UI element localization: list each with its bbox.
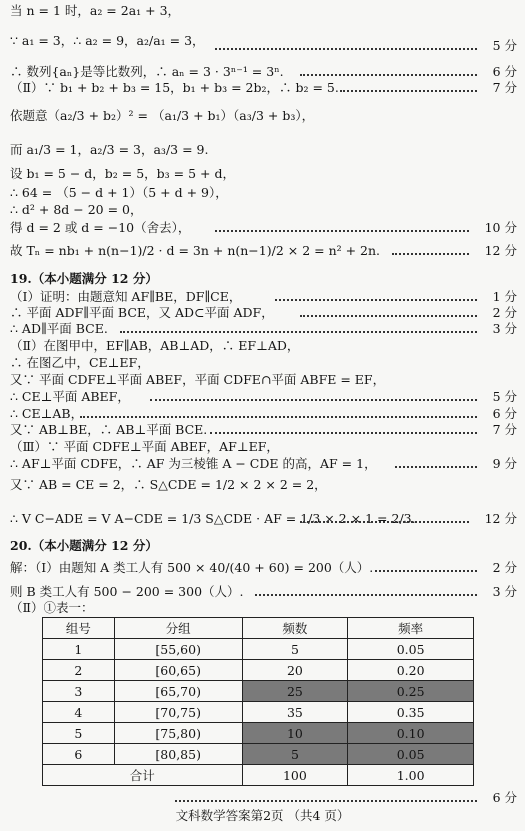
solution-line: 得 d = 2 或 d = −10（舍去）， xyxy=(10,220,191,235)
score-mark: 6 分 xyxy=(492,406,517,421)
table-row xyxy=(43,723,474,744)
solution-line: ∴ 64 = （5 − d + 1）（5 + d + 9）， xyxy=(10,185,228,200)
table-cell-filled: 0.25 xyxy=(348,681,474,702)
score-mark: 12 分 xyxy=(484,511,517,526)
leader-dots xyxy=(392,253,469,255)
score-mark: 12 分 xyxy=(484,243,517,258)
solution-line: ∴ d² + 8d − 20 = 0， xyxy=(10,202,143,217)
table-cell-filled: 5 xyxy=(242,744,348,765)
solution-line: ∵ a₁ = 3，∴ a₂ = 9，a₂/a₁ = 3， xyxy=(10,33,205,48)
table-row xyxy=(43,681,474,702)
solution-line: 又∵ AB = CE = 2，∴ S△CDE = 1/2 × 2 × 2 = 2， xyxy=(10,477,327,492)
table-cell: 5 xyxy=(43,723,115,744)
score-mark: 6 分 xyxy=(492,64,517,79)
frequency-table xyxy=(42,617,474,786)
solution-line: （Ⅱ）①表一： xyxy=(10,600,94,615)
table-cell: 4 xyxy=(43,702,115,723)
solution-line: 又∵ 平面 CDFE⊥平面 ABEF，平面 CDFE∩平面 ABFE = EF， xyxy=(10,372,386,387)
score-mark: 10 分 xyxy=(484,220,517,235)
table-header-cell: 频数 xyxy=(242,618,348,639)
table-row xyxy=(43,660,474,681)
table-cell: 20 xyxy=(242,660,348,681)
leader-dots xyxy=(395,466,477,468)
solution-line: （Ⅰ）证明：由题意知 AF∥BE，DF∥CE， xyxy=(10,289,242,304)
score-mark: 3 分 xyxy=(492,321,517,336)
score-mark: 2 分 xyxy=(492,305,517,320)
table-cell: 1 xyxy=(43,639,115,660)
score-mark: 5 分 xyxy=(492,389,517,404)
table-cell-filled: 25 xyxy=(242,681,348,702)
leader-dots xyxy=(210,432,477,434)
table-header-row xyxy=(43,618,474,639)
score-mark: 5 分 xyxy=(492,38,517,53)
solution-line: （Ⅲ）∵ 平面 CDFE⊥平面 ABEF，AF⊥EF， xyxy=(10,439,279,454)
leader-dots xyxy=(215,230,469,232)
solution-line: ∴ AF⊥平面 CDFE，∴ AF 为三棱锥 A − CDE 的高，AF = 1， xyxy=(10,456,377,471)
table-cell: 35 xyxy=(242,702,348,723)
solution-line: 又∵ AB⊥BE，∴ AB⊥平面 BCE. xyxy=(10,422,208,437)
table-total-label: 合计 xyxy=(43,765,243,786)
table-header-cell: 频率 xyxy=(348,618,474,639)
leader-dots xyxy=(255,594,477,596)
score-mark: 9 分 xyxy=(492,456,517,471)
problem-20-heading: 20.（本小题满分 12 分） xyxy=(10,538,158,553)
leader-dots xyxy=(300,74,477,76)
table-row xyxy=(43,744,474,765)
table-cell: [70,75) xyxy=(114,702,242,723)
table-cell: [55,60) xyxy=(114,639,242,660)
leader-dots xyxy=(80,416,477,418)
table-cell-filled: 10 xyxy=(242,723,348,744)
solution-line: ∴ CE⊥AB， xyxy=(10,406,84,421)
table-cell-filled: 0.05 xyxy=(348,744,474,765)
solution-line: （Ⅱ）在图甲中，EF∥AB，AB⊥AD，∴ EF⊥AD， xyxy=(10,338,300,353)
solution-line: 当 n = 1 时，a₂ = 2a₁ + 3， xyxy=(10,3,181,18)
solution-line: 解：（Ⅰ）由题知 A 类工人有 500 × 40/(40 + 60) = 200（人）. xyxy=(10,560,374,575)
solution-line: 而 a₁/3 = 1，a₂/3 = 3，a₃/3 = 9. xyxy=(10,142,209,157)
problem-19-heading: 19.（本小题满分 12 分） xyxy=(10,271,158,286)
solution-line: ∴ 平面 ADF∥平面 BCE，又 AD⊂平面 ADF， xyxy=(10,305,274,320)
table-cell: 0.20 xyxy=(348,660,474,681)
leader-dots xyxy=(175,800,477,802)
solution-line: ∴ 在图乙中，CE⊥EF， xyxy=(10,355,150,370)
page-footer: 文科数学答案第2页 （共4 页） xyxy=(175,808,350,823)
table-cell: 6 xyxy=(43,744,115,765)
table-cell: 0.35 xyxy=(348,702,474,723)
table-row xyxy=(43,639,474,660)
solution-line: ∴ V C−ADE = V A−CDE = 1/3 S△CDE · AF = 1/3 × 2 × 1 = 2/3. xyxy=(10,511,416,526)
score-mark: 7 分 xyxy=(492,80,517,95)
leader-dots xyxy=(150,399,477,401)
score-mark: 3 分 xyxy=(492,584,517,599)
score-mark: 7 分 xyxy=(492,422,517,437)
solution-line: 则 B 类工人有 500 − 200 = 300（人）. xyxy=(10,584,244,599)
solution-line: ∴ 数列{aₙ}是等比数列，∴ aₙ = 3 · 3ⁿ⁻¹ = 3ⁿ. xyxy=(10,64,284,79)
score-mark: 6 分 xyxy=(492,790,517,805)
solution-line: ∴ CE⊥平面 ABEF， xyxy=(10,389,130,404)
table-cell: 3 xyxy=(43,681,115,702)
table-cell-filled: 0.10 xyxy=(348,723,474,744)
table-total-count: 100 xyxy=(242,765,348,786)
leader-dots xyxy=(340,90,477,92)
table-header-cell: 组号 xyxy=(43,618,115,639)
table-total-frequency: 1.00 xyxy=(348,765,474,786)
solution-line: （Ⅱ）∵ b₁ + b₂ + b₃ = 15，b₁ + b₃ = 2b₂，∴ b₂ = 5. xyxy=(10,80,339,95)
table-header-cell: 分组 xyxy=(114,618,242,639)
score-mark: 1 分 xyxy=(492,289,517,304)
leader-dots xyxy=(215,48,477,50)
score-mark: 2 分 xyxy=(492,560,517,575)
table-row xyxy=(43,702,474,723)
table-cell: [80,85) xyxy=(114,744,242,765)
leader-dots xyxy=(300,521,469,523)
leader-dots xyxy=(275,299,477,301)
table-cell: [75,80) xyxy=(114,723,242,744)
table-cell: 2 xyxy=(43,660,115,681)
table-cell: 5 xyxy=(242,639,348,660)
leader-dots xyxy=(375,570,477,572)
solution-line: ∴ AD∥平面 BCE. xyxy=(10,321,108,336)
solution-line: 故 Tₙ = nb₁ + n(n−1)/2 · d = 3n + n(n−1)/2 × 2 = n² + 2n. xyxy=(10,243,381,258)
leader-dots xyxy=(300,315,477,317)
table-total-row xyxy=(43,765,474,786)
solution-line: 依题意（a₂/3 + b₂）² = （a₁/3 + b₁）（a₃/3 + b₃）， xyxy=(10,108,315,123)
table-cell: [60,65) xyxy=(114,660,242,681)
leader-dots xyxy=(120,331,477,333)
solution-line: 设 b₁ = 5 − d，b₂ = 5，b₃ = 5 + d， xyxy=(10,166,235,181)
table-cell: 0.05 xyxy=(348,639,474,660)
table-cell: [65,70) xyxy=(114,681,242,702)
